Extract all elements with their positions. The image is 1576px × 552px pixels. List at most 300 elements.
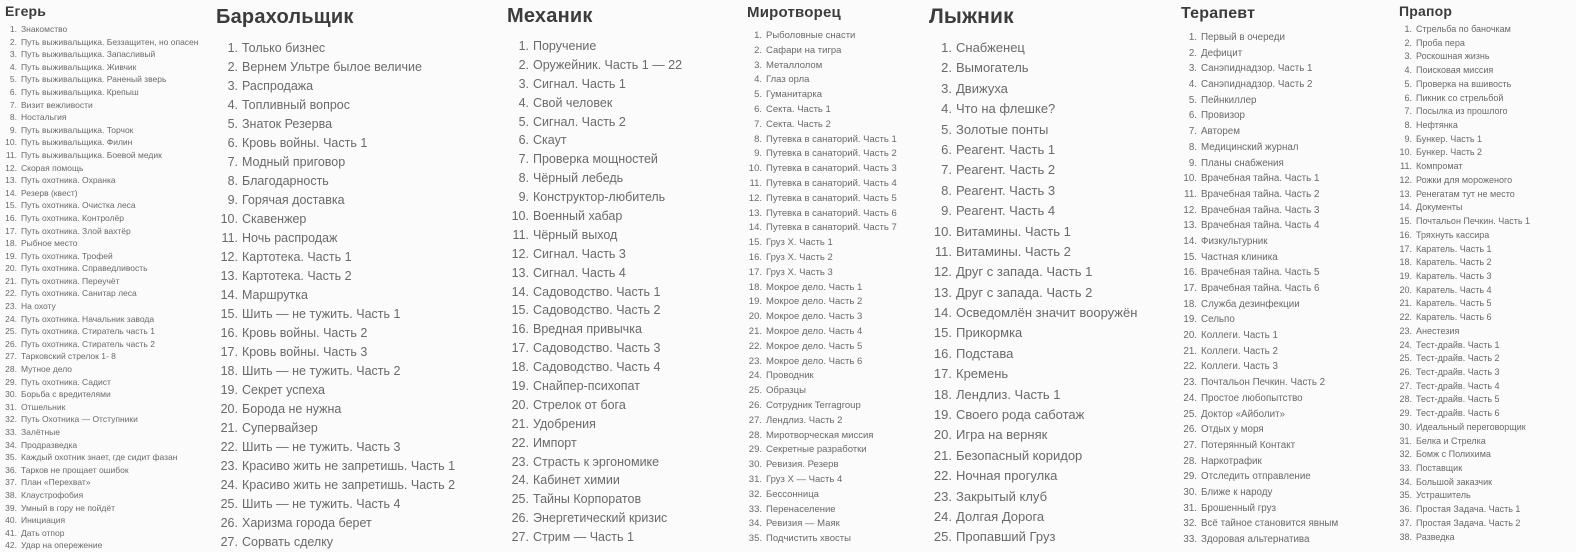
- quest-item: [1395, 380, 1575, 394]
- quest-number: 10.: [511, 209, 529, 224]
- quest-number: 1.: [227, 41, 238, 55]
- quest-name: Только бизнес: [242, 41, 326, 55]
- quest-name: Нефтянка: [1416, 120, 1458, 131]
- quest-number: 32.: [1183, 518, 1197, 530]
- quest-number: 12.: [933, 264, 952, 280]
- quest-name: Сафари на тигра: [766, 44, 842, 56]
- quest-number: 20.: [511, 397, 529, 412]
- quest-item: [925, 487, 1173, 507]
- quest-item: [1177, 203, 1379, 219]
- quest-name: Витамины. Часть 1: [956, 223, 1071, 239]
- quest-name: Оружейник. Часть 1 — 22: [533, 57, 683, 72]
- quest-number: 26.: [748, 399, 762, 411]
- quest-item: [743, 88, 933, 103]
- quest-item: [212, 305, 494, 324]
- quest-item: [743, 429, 933, 444]
- quest-item: [212, 533, 494, 552]
- quest-name: Каратель. Часть 5: [1416, 298, 1492, 309]
- quest-number: 21.: [5, 275, 17, 286]
- quest-item: [1395, 188, 1575, 202]
- quest-number: 25.: [220, 497, 238, 511]
- quest-name: Роскошная жизнь: [1416, 51, 1490, 62]
- quest-number: 27.: [1183, 439, 1197, 451]
- quest-name: Тряхнуть кассира: [1416, 229, 1490, 240]
- quest-name: Вернем Ультре былое величие: [242, 60, 422, 74]
- quest-name: Продразведка: [21, 439, 78, 450]
- quest-number: 15.: [748, 237, 762, 249]
- quest-name: Реагент. Часть 2: [956, 162, 1056, 178]
- quest-item: [925, 58, 1173, 78]
- quest-item: [212, 286, 494, 305]
- quest-item: [1, 199, 207, 212]
- quest-item: [503, 207, 749, 226]
- quest-name: Медицинский журнал: [1201, 141, 1299, 153]
- quest-name: Авторем: [1201, 126, 1240, 138]
- quest-item: [212, 77, 494, 96]
- quest-item: [1395, 476, 1575, 490]
- quest-number: 16.: [933, 345, 952, 361]
- quest-name: Друг с запада. Часть 1: [956, 264, 1093, 280]
- quest-name: Лендлиз. Часть 1: [956, 386, 1061, 402]
- quest-number: 3.: [941, 80, 952, 96]
- quest-item: [1177, 234, 1379, 250]
- quest-number: 5.: [518, 114, 529, 129]
- quest-name: Тарковский стрелок 1- 8: [21, 351, 116, 362]
- quest-item: [212, 172, 494, 191]
- quest-number: 15.: [220, 307, 238, 321]
- quest-name: Удобрения: [533, 416, 596, 431]
- quest-name: Сигнал. Часть 4: [533, 265, 626, 280]
- quest-number: 18.: [220, 364, 238, 378]
- quest-number: 38.: [1399, 531, 1412, 542]
- quest-name: Тест-драйв. Часть 5: [1416, 394, 1500, 405]
- quest-item: [1, 439, 207, 452]
- quest-item: [1, 376, 207, 389]
- quest-name: Компромат: [1416, 161, 1463, 172]
- quest-item: [1395, 297, 1575, 311]
- quest-item: [1395, 50, 1575, 64]
- quest-item: [1177, 108, 1379, 124]
- quest-item: [1, 502, 207, 515]
- quest-item: [1, 350, 207, 363]
- quest-item: [503, 320, 749, 339]
- quest-number: 6.: [227, 136, 238, 150]
- quest-number: 13.: [5, 175, 17, 186]
- quest-list-ragman: [212, 39, 494, 552]
- quest-item: [925, 323, 1173, 343]
- quest-number: 5.: [9, 74, 17, 85]
- quest-number: 7.: [1188, 126, 1197, 138]
- quest-number: 10.: [748, 163, 762, 175]
- quest-number: 11.: [5, 149, 17, 160]
- quest-item: [503, 339, 749, 358]
- quest-item: [925, 364, 1173, 384]
- quest-item: [503, 150, 749, 169]
- quest-item: [1, 476, 207, 489]
- quest-name: Мокрое дело. Часть 3: [766, 311, 863, 323]
- quest-name: Бессонница: [766, 488, 819, 500]
- quest-item: [1, 287, 207, 300]
- quest-item: [743, 399, 933, 414]
- quest-number: 39.: [5, 502, 17, 513]
- quest-name: Анестезия: [1416, 325, 1460, 336]
- quest-number: 28.: [748, 429, 762, 441]
- quest-item: [925, 466, 1173, 486]
- trader-column-peacekeeper: [747, 0, 933, 552]
- quest-number: 33.: [748, 503, 762, 515]
- quest-name: Путь охотника. Садист: [21, 376, 111, 387]
- quest-number: 16.: [1399, 229, 1412, 240]
- quest-item: [1395, 352, 1575, 366]
- quest-item: [743, 310, 933, 325]
- quest-item: [1177, 93, 1379, 109]
- quest-item: [925, 527, 1173, 547]
- quest-name: Закрытый клуб: [956, 488, 1048, 504]
- quest-name: Скаут: [533, 133, 567, 148]
- quest-number: 8.: [1188, 141, 1197, 153]
- quest-number: 3.: [1188, 63, 1197, 75]
- quest-number: 12.: [1399, 174, 1412, 185]
- quest-name: Путь выживальщика. Раненый зверь: [21, 74, 167, 85]
- quest-name: Свой человек: [533, 95, 613, 110]
- quest-name: Осведомлён значит вооружён: [956, 305, 1138, 321]
- quest-name: Путь охотника. Начальник завода: [21, 313, 155, 324]
- quest-name: Здоровая альтернатива: [1201, 534, 1310, 545]
- quest-list-therapist: [1177, 30, 1379, 548]
- quest-name: Клаустрофобия: [21, 489, 84, 500]
- quest-number: 9.: [227, 193, 238, 207]
- quest-number: 1.: [518, 39, 529, 53]
- quest-number: 16.: [5, 212, 17, 223]
- quest-number: 4.: [1404, 65, 1412, 76]
- quest-item: [1177, 61, 1379, 77]
- quest-item: [1177, 77, 1379, 93]
- quest-name: Кабинет химии: [533, 473, 620, 488]
- quest-name: Доктор «Айболит»: [1201, 408, 1286, 420]
- quest-number: 16.: [220, 326, 238, 340]
- quest-name: Груз X — Часть 4: [766, 473, 843, 485]
- quest-name: Глаз орла: [766, 74, 810, 86]
- quest-number: 22.: [1183, 361, 1197, 373]
- quest-name: Вредная привычка: [533, 322, 642, 337]
- quest-name: Сельпо: [1201, 314, 1235, 326]
- quest-name: Тест-драйв. Часть 2: [1416, 353, 1500, 364]
- quest-name: Путь выживальщика. Крепыш: [21, 86, 139, 97]
- quest-number: 32.: [748, 488, 762, 500]
- quest-item: [1, 149, 207, 162]
- quest-item: [743, 266, 933, 281]
- quest-item: [503, 528, 749, 547]
- quest-number: 5.: [1188, 94, 1197, 106]
- quest-item: [1, 48, 207, 61]
- quest-number: 3.: [1404, 51, 1412, 62]
- quest-item: [925, 507, 1173, 527]
- quest-item: [212, 248, 494, 267]
- quest-item: [503, 509, 749, 528]
- quest-number: 18.: [511, 360, 529, 375]
- quest-item: [503, 131, 749, 150]
- quest-item: [1, 73, 207, 86]
- quest-number: 40.: [5, 515, 17, 526]
- quest-number: 12.: [1183, 204, 1197, 216]
- quest-number: 26.: [1399, 366, 1412, 377]
- quest-number: 21.: [220, 421, 238, 435]
- quest-name: Друг с запада. Часть 2: [956, 284, 1093, 300]
- quest-number: 6.: [1188, 110, 1197, 122]
- quest-item: [743, 251, 933, 266]
- quest-name: Знакомство: [21, 24, 68, 34]
- quest-number: 3.: [518, 76, 529, 91]
- quest-name: Путевка в санаторий. Часть 6: [766, 207, 897, 219]
- quest-name: Харизма города берет: [242, 516, 372, 530]
- quest-name: Мокрое дело. Часть 2: [766, 296, 863, 308]
- quest-item: [1, 300, 207, 313]
- quest-number: 2.: [1404, 37, 1412, 48]
- quest-name: Секта. Часть 1: [766, 103, 831, 115]
- quest-item: [212, 476, 494, 495]
- quest-item: [503, 490, 749, 509]
- quest-item: [212, 362, 494, 381]
- quest-item: [743, 103, 933, 118]
- quest-name: Борьба с вредителями: [21, 389, 111, 400]
- quest-name: Чёрный выход: [533, 227, 618, 242]
- quest-name: Залётные: [21, 427, 60, 437]
- quest-number: 19.: [5, 250, 17, 261]
- quest-item: [743, 207, 933, 222]
- quest-item: [1177, 156, 1379, 172]
- quest-name: Простая Задача. Часть 2: [1416, 517, 1521, 528]
- quest-name: Садоводство. Часть 1: [533, 284, 661, 299]
- quest-number: 42.: [5, 540, 17, 551]
- quest-number: 32.: [5, 414, 17, 425]
- quest-item: [743, 295, 933, 310]
- quest-number: 20.: [933, 427, 952, 443]
- quest-name: Путевка в санаторий. Часть 7: [766, 222, 897, 234]
- quest-number: 28.: [1399, 394, 1412, 405]
- quest-item: [1177, 312, 1379, 328]
- quest-name: Знаток Резерва: [242, 117, 333, 131]
- quest-name: Первый в очереди: [1201, 32, 1285, 43]
- quest-name: Садоводство. Часть 3: [533, 341, 661, 356]
- quest-number: 15.: [1183, 251, 1197, 263]
- quest-number: 29.: [1399, 408, 1412, 419]
- quest-item: [1, 237, 207, 250]
- trader-column-jaeger: [5, 0, 207, 552]
- quest-name: Ближе к народу: [1201, 486, 1273, 498]
- quest-number: 13.: [1183, 220, 1197, 232]
- quest-number: 29.: [748, 444, 762, 456]
- trader-column-mechanic: [507, 0, 749, 552]
- quest-number: 10.: [5, 137, 17, 148]
- quest-name: Борода не нужна: [242, 402, 342, 416]
- quest-name: Тарков не прощает ошибок: [21, 464, 129, 475]
- quest-name: Путь охотника. Контролёр: [21, 212, 125, 223]
- quest-number: 8.: [941, 182, 952, 198]
- quest-item: [1395, 284, 1575, 298]
- quest-item: [1, 225, 207, 238]
- trader-column-prapor: [1399, 0, 1575, 552]
- trader-title-prapor: Прапор: [1399, 3, 1453, 19]
- quest-item: [1395, 133, 1575, 147]
- quest-name: Тест-драйв. Часть 3: [1416, 366, 1500, 377]
- quest-number: 6.: [9, 86, 17, 97]
- quest-item: [1395, 78, 1575, 92]
- quest-number: 20.: [1399, 284, 1412, 295]
- quest-item: [503, 226, 749, 245]
- quest-name: Каждый охотник знает, где сидит фазан: [21, 452, 178, 463]
- quest-number: 9.: [9, 124, 17, 135]
- quest-item: [1177, 485, 1379, 501]
- quest-item: [212, 457, 494, 476]
- quest-name: Страсть к эргономике: [533, 454, 660, 469]
- quest-number: 38.: [5, 489, 17, 500]
- quest-number: 17.: [1399, 243, 1412, 254]
- quest-item: [1177, 454, 1379, 470]
- quest-item: [1395, 448, 1575, 462]
- quest-item: [503, 396, 749, 415]
- quest-name: Золотые понты: [956, 121, 1049, 137]
- quest-number: 25.: [1399, 353, 1412, 364]
- quest-item: [743, 29, 933, 44]
- quest-number: 16.: [511, 322, 529, 337]
- quest-item: [1395, 174, 1575, 188]
- quest-name: Своего рода саботаж: [956, 407, 1085, 423]
- quest-item: [925, 79, 1173, 99]
- quest-number: 19.: [1399, 270, 1412, 281]
- quest-name: Документы: [1416, 202, 1463, 213]
- quest-name: Потерянный Контакт: [1201, 439, 1296, 451]
- quest-number: 20.: [220, 402, 238, 416]
- quest-item: [743, 177, 933, 192]
- quest-item: [1177, 250, 1379, 266]
- quest-name: Тест-драйв. Часть 4: [1416, 380, 1500, 391]
- quest-number: 8.: [754, 133, 762, 145]
- quest-item: [925, 283, 1173, 303]
- quest-number: 30.: [748, 459, 762, 471]
- quest-number: 24.: [1399, 339, 1412, 350]
- quest-number: 23.: [220, 459, 238, 473]
- quest-name: Сотрудник Terragroup: [766, 399, 861, 411]
- quest-number: 9.: [941, 203, 952, 219]
- quest-item: [503, 377, 749, 396]
- quest-item: [503, 358, 749, 377]
- quest-number: 35.: [748, 533, 762, 545]
- quest-number: 4.: [1188, 79, 1197, 91]
- quest-list-prapor: [1395, 23, 1575, 544]
- quest-name: Ночная прогулка: [956, 468, 1058, 484]
- quest-number: 2.: [941, 60, 952, 76]
- quest-name: Безопасный коридор: [956, 447, 1083, 463]
- quest-name: Тайны Корпоратов: [533, 492, 642, 507]
- quest-item: [743, 73, 933, 88]
- quest-item: [743, 384, 933, 399]
- quest-item: [1, 527, 207, 540]
- quest-number: 2.: [227, 60, 238, 74]
- quest-item: [212, 381, 494, 400]
- quest-item: [1177, 328, 1379, 344]
- quest-name: Путь охотника. Санитар леса: [21, 288, 137, 299]
- quest-number: 2.: [518, 57, 529, 72]
- quest-number: 2.: [1188, 47, 1197, 59]
- quest-name: Каратель. Часть 3: [1416, 270, 1492, 281]
- quest-name: Путь охотника. Справедливость: [21, 263, 148, 274]
- quest-name: Скорая помощь: [21, 162, 84, 173]
- quest-name: Путь охотника. Стиратель часть 2: [21, 338, 155, 349]
- quest-item: [743, 192, 933, 207]
- quest-number: 19.: [748, 296, 762, 308]
- quest-name: Рожки для мороженого: [1416, 174, 1513, 185]
- quest-item: [925, 222, 1173, 242]
- quest-name: Лендлиз. Часть 2: [766, 414, 843, 426]
- quest-number: 30.: [1399, 421, 1412, 432]
- quest-name: Перенаселение: [766, 503, 836, 515]
- quest-number: 15.: [1399, 216, 1412, 227]
- quest-item: [1395, 64, 1575, 78]
- quest-number: 15.: [5, 200, 17, 211]
- quest-item: [743, 458, 933, 473]
- quest-number: 25.: [748, 385, 762, 397]
- quest-name: Благодарность: [242, 174, 329, 188]
- quest-name: Гуманитарка: [766, 89, 822, 101]
- quest-item: [1177, 124, 1379, 140]
- quest-number: 30.: [5, 389, 17, 400]
- quest-name: Бункер. Часть 1: [1416, 133, 1483, 144]
- quest-number: 8.: [227, 174, 238, 188]
- quest-name: Ночь распродаж: [242, 231, 338, 245]
- quest-number: 14.: [5, 187, 17, 198]
- quest-number: 16.: [1183, 267, 1197, 279]
- quest-number: 18.: [1399, 257, 1412, 268]
- quest-name: Поисковая миссия: [1416, 65, 1494, 76]
- quest-name: Умный в гору не пойдёт: [21, 502, 115, 513]
- quest-name: Секретные разработки: [766, 444, 867, 456]
- quest-name: Всё тайное становится явным: [1201, 518, 1339, 530]
- quest-item: [1, 275, 207, 288]
- quest-name: Удар на опережение: [21, 540, 103, 551]
- quest-item: [503, 453, 749, 472]
- quest-number: 25.: [933, 529, 952, 545]
- trader-column-therapist: [1181, 0, 1379, 552]
- quest-name: Большой заказчик: [1416, 476, 1493, 487]
- quest-name: Коллеги. Часть 3: [1201, 361, 1278, 373]
- quest-number: 33.: [1183, 534, 1197, 545]
- quest-number: 20.: [1183, 330, 1197, 342]
- quest-number: 10.: [933, 223, 952, 239]
- quest-number: 23.: [5, 301, 17, 312]
- quest-number: 17.: [1183, 283, 1197, 294]
- quest-item: [925, 160, 1173, 180]
- quest-item: [743, 162, 933, 177]
- quest-item: [1395, 160, 1575, 174]
- quest-item: [503, 75, 749, 94]
- quest-item: [1, 363, 207, 376]
- quest-name: Металлолом: [766, 59, 823, 71]
- quest-number: 10.: [220, 212, 238, 226]
- quest-number: 16.: [748, 251, 762, 263]
- quest-item: [1395, 229, 1575, 243]
- quest-item: [1, 388, 207, 401]
- quest-item: [925, 99, 1173, 119]
- trader-title-ragman: Барахольщик: [216, 6, 354, 28]
- quest-number: 26.: [1183, 424, 1197, 436]
- quest-number: 5.: [941, 121, 952, 137]
- quest-name: Белка и Стрелка: [1416, 435, 1486, 446]
- quest-number: 13.: [748, 207, 762, 219]
- quest-name: Подстава: [956, 345, 1014, 361]
- trader-title-therapist: Терапевт: [1181, 5, 1256, 22]
- quest-number: 7.: [227, 155, 238, 169]
- quest-number: 34.: [5, 439, 17, 450]
